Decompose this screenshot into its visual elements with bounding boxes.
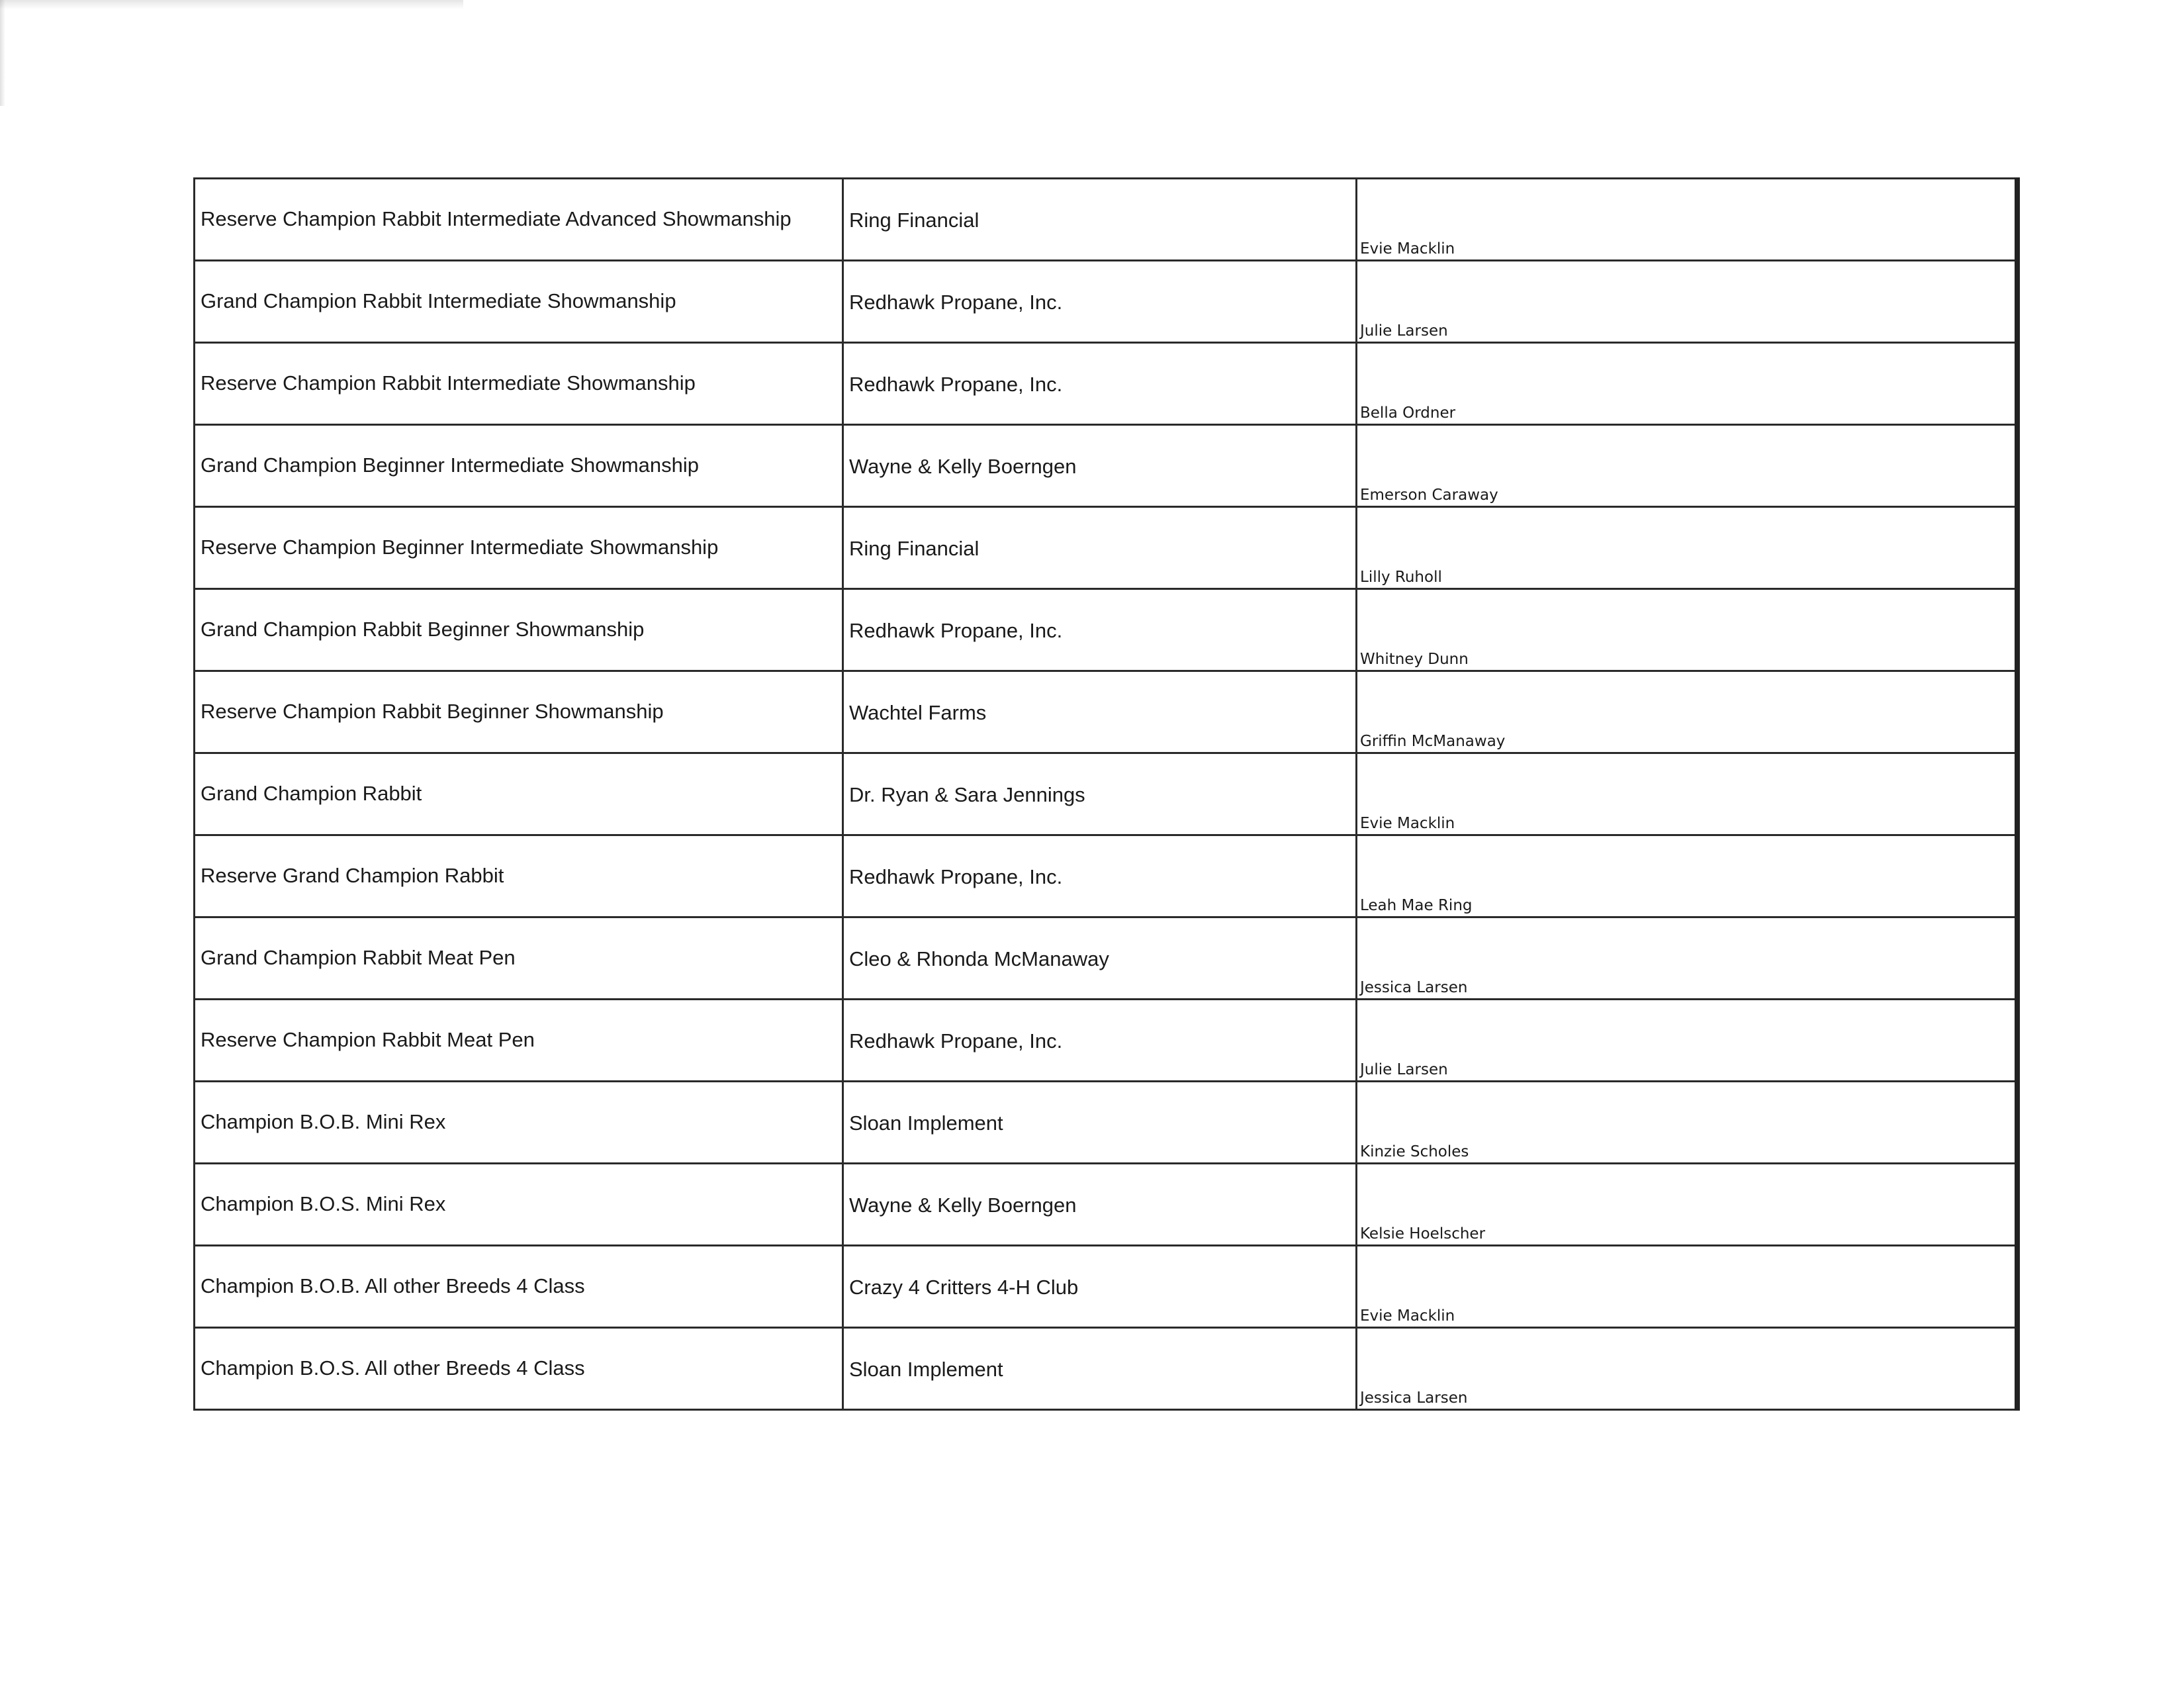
table-row [195, 1082, 2017, 1164]
sponsor-cell: Cleo & Rhonda McManaway [843, 917, 1357, 1000]
table-row [195, 261, 2017, 343]
scan-edge-shadow-left [0, 0, 5, 106]
award-cell: Reserve Champion Rabbit Meat Pen [195, 1000, 843, 1082]
sponsor-cell: Redhawk Propane, Inc. [843, 1000, 1357, 1082]
table-row [195, 179, 2017, 261]
award-cell: Champion B.O.S. All other Breeds 4 Class [195, 1328, 843, 1410]
table-row [195, 1246, 2017, 1328]
table-row [195, 917, 2017, 1000]
table-row [195, 835, 2017, 917]
winner-cell [1357, 1082, 2017, 1164]
table-row [195, 1328, 2017, 1410]
sponsor-cell: Sloan Implement [843, 1328, 1357, 1410]
winner-cell [1357, 1164, 2017, 1246]
winner-cell [1357, 261, 2017, 343]
winner-name: Jessica Larsen [1360, 979, 1468, 996]
award-cell: Champion B.O.B. Mini Rex [195, 1082, 843, 1164]
award-cell: Grand Champion Rabbit Meat Pen [195, 917, 843, 1000]
award-cell: Reserve Champion Beginner Intermediate Showmanship [195, 507, 843, 589]
winner-cell [1357, 1246, 2017, 1328]
winner-cell [1357, 425, 2017, 507]
winner-cell [1357, 343, 2017, 425]
table-row [195, 589, 2017, 671]
sponsor-cell: Dr. Ryan & Sara Jennings [843, 753, 1357, 835]
winner-name: Evie Macklin [1360, 815, 1455, 832]
award-cell: Grand Champion Beginner Intermediate Showmanship [195, 425, 843, 507]
sponsor-cell: Redhawk Propane, Inc. [843, 343, 1357, 425]
table-row [195, 1164, 2017, 1246]
winner-cell [1357, 917, 2017, 1000]
sponsor-cell: Redhawk Propane, Inc. [843, 835, 1357, 917]
winner-cell [1357, 1000, 2017, 1082]
award-cell: Grand Champion Rabbit [195, 753, 843, 835]
winner-cell [1357, 507, 2017, 589]
awards-table [193, 177, 2020, 1411]
table-row [195, 671, 2017, 753]
winner-name: Whitney Dunn [1360, 651, 1469, 668]
winner-name: Bella Ordner [1360, 404, 1456, 422]
winner-name: Emerson Caraway [1360, 487, 1498, 504]
winner-name: Evie Macklin [1360, 240, 1455, 258]
table-row [195, 1000, 2017, 1082]
award-cell: Grand Champion Rabbit Beginner Showmanship [195, 589, 843, 671]
sponsor-cell: Sloan Implement [843, 1082, 1357, 1164]
winner-name: Kelsie Hoelscher [1360, 1225, 1486, 1243]
sponsor-cell: Wayne & Kelly Boerngen [843, 425, 1357, 507]
winner-cell [1357, 835, 2017, 917]
table-row [195, 425, 2017, 507]
winner-name: Evie Macklin [1360, 1307, 1455, 1325]
sponsor-cell: Redhawk Propane, Inc. [843, 261, 1357, 343]
winner-name: Jessica Larsen [1360, 1389, 1468, 1407]
winner-cell [1357, 179, 2017, 261]
sponsor-cell: Ring Financial [843, 507, 1357, 589]
winner-name: Kinzie Scholes [1360, 1143, 1469, 1160]
award-cell: Champion B.O.B. All other Breeds 4 Class [195, 1246, 843, 1328]
sponsor-cell: Wachtel Farms [843, 671, 1357, 753]
winner-name: Lilly Ruholl [1360, 569, 1442, 586]
award-cell: Reserve Grand Champion Rabbit [195, 835, 843, 917]
winner-name: Griffin McManaway [1360, 733, 1506, 750]
table-row [195, 753, 2017, 835]
winner-cell [1357, 589, 2017, 671]
sponsor-cell: Redhawk Propane, Inc. [843, 589, 1357, 671]
sponsor-cell: Ring Financial [843, 179, 1357, 261]
award-cell: Reserve Champion Rabbit Beginner Showmanship [195, 671, 843, 753]
table-row [195, 507, 2017, 589]
winner-cell [1357, 671, 2017, 753]
sponsor-cell: Crazy 4 Critters 4-H Club [843, 1246, 1357, 1328]
award-cell: Reserve Champion Rabbit Intermediate Advanced Showmanship [195, 179, 843, 261]
award-cell: Reserve Champion Rabbit Intermediate Showmanship [195, 343, 843, 425]
scan-edge-shadow [0, 0, 463, 9]
award-cell: Grand Champion Rabbit Intermediate Showmanship [195, 261, 843, 343]
table-row [195, 343, 2017, 425]
winner-name: Julie Larsen [1360, 1061, 1448, 1078]
winner-name: Julie Larsen [1360, 322, 1448, 340]
winner-cell [1357, 1328, 2017, 1410]
award-cell: Champion B.O.S. Mini Rex [195, 1164, 843, 1246]
winner-cell [1357, 753, 2017, 835]
sponsor-cell: Wayne & Kelly Boerngen [843, 1164, 1357, 1246]
winner-name: Leah Mae Ring [1360, 897, 1473, 914]
